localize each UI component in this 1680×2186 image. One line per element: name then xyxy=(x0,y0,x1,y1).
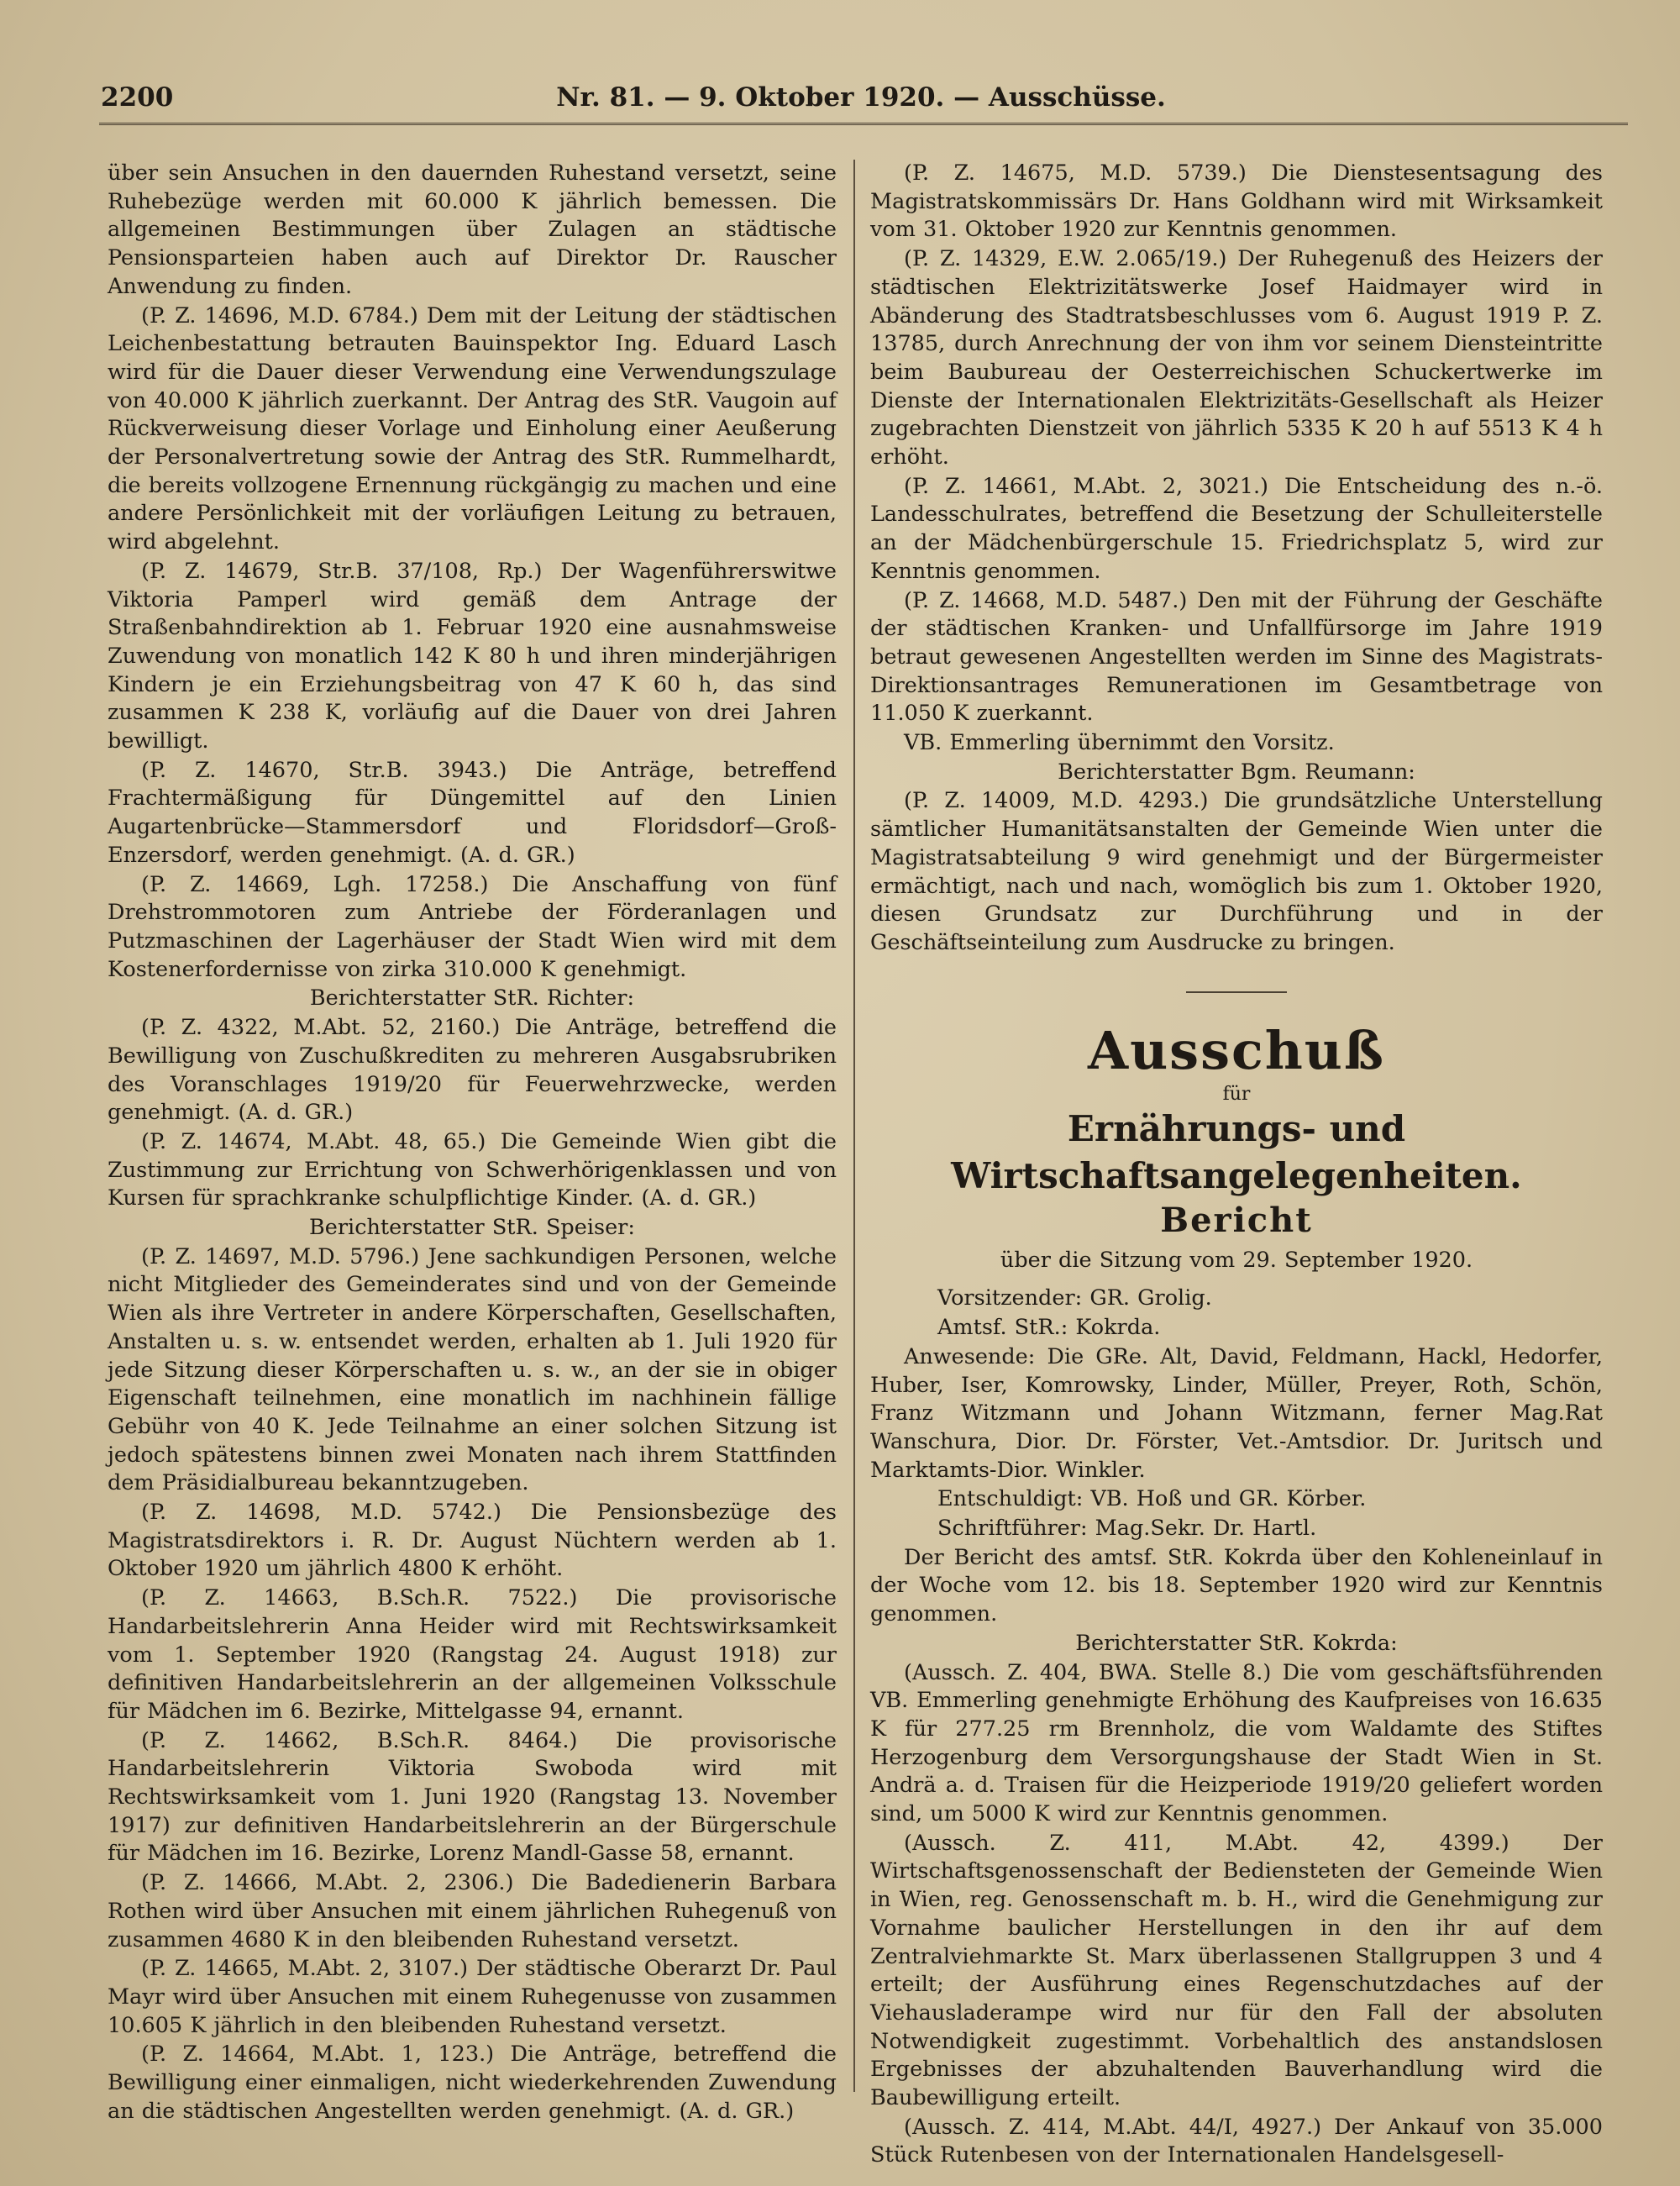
session-date: über die Sitzung vom 29. September 1920. xyxy=(1000,1247,1473,1273)
page-header-title: Nr. 81. — 9. Oktober 1920. — Ausschüsse. xyxy=(556,82,1166,113)
attendees-paragraph: Anwesende: Die GRe. Alt, David, Feldmann, Hackl, Hedorfer, Huber, Iser, Komrowsky, Linder, Müller, Preyer, Roth, Schön, Franz Witzmann und Johann Witzmann, ferner Mag.Rat Wanschura, Dior. Dr. Förster, Vet.-Amtsdior. Dr. Juritsch und Marktamts-Dior. Winkler. xyxy=(870,1343,1603,1483)
page-header xyxy=(92,77,1630,119)
rapporteur-heading: Berichterstatter StR. Speiser: xyxy=(309,1215,635,1241)
secretary-line: Schriftführer: Mag.Sekr. Dr. Hartl. xyxy=(937,1516,1317,1542)
paragraph: (P. Z. 14664, M.Abt. 1, 123.) Die Anträge, betreffend die Bewilligung einer einmaligen, nicht wiederkehrenden Zuwendung an die städtischen Angestellten werden genehmigt. (A. d. GR.) xyxy=(108,2041,837,2124)
paragraph: (P. Z. 14666, M.Abt. 2, 2306.) Die Badedienerin Barbara Rothen wird über Ansuchen mit einem jährlichen Ruhegenuß von zusammen 4680 K in den bleibenden Ruhestand versetzt. xyxy=(108,1870,837,1952)
paragraph: (Aussch. Z. 411, M.Abt. 42, 4399.) Der Wirtschaftsgenossenschaft der Bediensteten der Gemeinde Wien in Wien, reg. Genossenschaft m. b. H., wird die Genehmigung zur Vornahme baulicher Herstellungen in den ihr auf dem Zentralviehmarkte St. Marx überlassenen Stallgruppen 3 und 4 erteilt; der Ausführung eines Regenschutzdaches auf der Viehausladerampe wird nur für den Fall der absoluten Notwendigkeit zugestimmt. Vorbehaltlich des anstandslosen Ergebnisses der abzuhaltenden Bauverhandlung wird die Baubewilligung erteilt. xyxy=(870,1830,1603,2111)
rapporteur-heading: Berichterstatter Bgm. Reumann: xyxy=(1058,759,1415,785)
right-column xyxy=(870,160,1603,2168)
paragraph: (P. Z. 14665, M.Abt. 2, 3107.) Der städtische Oberarzt Dr. Paul Mayr wird über Ansuchen mit einem Ruhegenusse von zusammen 10.605 K jährlich in den bleibenden Ruhestand versetzt. xyxy=(108,1956,837,2038)
chair-note: VB. Emmerling übernimmt den Vorsitz. xyxy=(904,730,1335,756)
paragraph: (P. Z. 14009, M.D. 4293.) Die grundsätzliche Unterstellung sämtlicher Humanitätsanstalten der Gemeinde Wien unter die Magistratsabteilung 9 wird genehmigt und der Bürgermeister ermächtigt, nach und nach, womöglich bis zum 1. Oktober 1920, diesen Grundsatz zur Durchführung und in der Geschäftseinteilung zum Ausdrucke zu bringen. xyxy=(870,788,1603,955)
paragraph: (P. Z. 4322, M.Abt. 52, 2160.) Die Anträge, betreffend die Bewilligung von Zuschußkrediten zu mehreren Ausgabsrubriken des Voranschlages 1919/20 für Feuerwehrzwecke, werden genehmigt. (A. d. GR.) xyxy=(108,1015,837,1126)
column-divider xyxy=(853,160,855,2092)
paragraph: (P. Z. 14329, E.W. 2.065/19.) Der Ruhegenuß des Heizers der städtischen Elektrizitätswerke Josef Haidmayer wird in Abänderung des Stadtratsbeschlusses vom 6. August 1919 P. Z. 13785, durch Anrechnung der von ihm vor seinem Diensteintritte beim Baubureau der Oesterreichischen Schuckertwerke im Dienste der Internationalen Elektrizitäts-Gesellschaft als Heizer zugebrachten Dienstzeit von jährlich 5335 K 20 h auf 5513 K 4 h erhöht. xyxy=(870,246,1603,470)
excused-line: Entschuldigt: VB. Hoß und GR. Körber. xyxy=(937,1486,1367,1512)
report-heading: Bericht xyxy=(1160,1200,1313,1240)
paragraph: (P. Z. 14674, M.Abt. 48, 65.) Die Gemeinde Wien gibt die Zustimmung zur Errichtung von Schwerhörigenklassen und von Kursen für sprachkranke schulpflichtige Kinder. (A. d. GR.) xyxy=(108,1128,837,1211)
paragraph: (Aussch. Z. 414, M.Abt. 44/I, 4927.) Der Ankauf von 35.000 Stück Rutenbesen von der Internationalen Handelsgesell- xyxy=(870,2114,1603,2168)
paragraph: (P. Z. 14675, M.D. 5739.) Die Dienstesentsagung des Magistratskommissärs Dr. Hans Goldhann wird mit Wirksamkeit vom 31. Oktober 1920 zur Kenntnis genommen. xyxy=(870,160,1603,243)
paragraph: (P. Z. 14668, M.D. 5487.) Den mit der Führung der Geschäfte der städtischen Kranken- und Unfallfürsorge im Jahre 1919 betraut gewesenen Angestellten werden im Sinne des Magistrats-Direktionsantrages Remunerationen im Gesamtbetrage von 11.050 K zuerkannt. xyxy=(870,587,1603,727)
paragraph: (P. Z. 14679, Str.B. 37/108, Rp.) Der Wagenführerswitwe Viktoria Pamperl wird gemäß dem Antrage der Straßenbahndirektion ab 1. Februar 1920 eine ausnahmsweise Zuwendung von monatlich 142 K 80 h und ihren minderjährigen Kindern je ein Erziehungsbeitrag von 47 K 60 h, das sind zusammen K 238 K, vorläufig auf die Dauer von drei Jahren bewilligt. xyxy=(108,558,837,754)
paragraph: (P. Z. 14661, M.Abt. 2, 3021.) Die Entscheidung des n.-ö. Landesschulrates, betreffend die Besetzung der Schulleiterstelle an der Mädchenbürgerschule 15. Friedrichsplatz 5, wird zur Kenntnis genommen. xyxy=(870,473,1603,584)
paragraph: (P. Z. 14663, B.Sch.R. 7522.) Die provisorische Handarbeitslehrerin Anna Heider wird mit Rechtswirksamkeit vom 1. September 1920 (Rangstag 24. August 1918) zur definitiven Handarbeitslehrerin an der allgemeinen Volksschule für Mädchen im 6. Bezirke, Mittelgasse 94, ernannt. xyxy=(108,1585,837,1724)
paragraph: über sein Ansuchen in den dauernden Ruhestand versetzt, seine Ruhebezüge werden mit 60.000 K jährlich bemessen. Die allgemeinen Bestimmungen über Zulagen an städtische Pensionsparteien haben auch auf Direktor Dr. Rauscher Anwendung zu finden. xyxy=(108,160,837,299)
rapporteur-heading: Berichterstatter StR. Richter: xyxy=(309,985,635,1012)
committee-subtitle: Ernährungs- und Wirtschaftsangelegenheiten. xyxy=(951,1107,1522,1196)
header-rule xyxy=(99,123,1628,135)
section-separator xyxy=(1186,991,1287,993)
page-number: 2200 xyxy=(101,82,174,113)
councillor-line: Amtsf. StR.: Kokrda. xyxy=(937,1315,1161,1341)
committee-title: Ausschuß xyxy=(1087,1019,1385,1081)
paragraph: (P. Z. 14662, B.Sch.R. 8464.) Die provisorische Handarbeitslehrerin Viktoria Swoboda wird mit Rechtswirksamkeit vom 1. Juni 1920 (Rangstag 13. November 1917) zur definitiven Handarbeitslehrerin an der Bürgerschule für Mädchen im 16. Bezirke, Lorenz Mandl-Gasse 58, ernannt. xyxy=(108,1727,837,1867)
paragraph: (P. Z. 14698, M.D. 5742.) Die Pensionsbezüge des Magistratsdirektors i. R. Dr. August Nüchtern werden ab 1. Oktober 1920 um jährlich 4800 K erhöht. xyxy=(108,1500,837,1582)
left-column xyxy=(108,160,837,2124)
paragraph: Der Bericht des amtsf. StR. Kokrda über den Kohleneinlauf in der Woche vom 12. bis 18. September 1920 wird zur Kenntnis genommen. xyxy=(870,1544,1603,1627)
paragraph: (P. Z. 14696, M.D. 6784.) Dem mit der Leitung der städtischen Leichenbestattung betrauten Bauinspektor Ing. Eduard Lasch wird für die Dauer dieser Verwendung eine Verwendungszulage von 40.000 K jährlich zuerkannt. Der Antrag des StR. Vaugoin auf Rückverweisung dieser Vorlage und Einholung einer Aeußerung der Personalvertretung sowie der Antrag des StR. Rummelhardt, die bereits vollzogene Ernennung rückgängig zu machen und eine andere Persönlichkeit mit der vorläufigen Leitung zu betrauen, wird abgelehnt. xyxy=(108,302,837,555)
chairman-line: Vorsitzender: GR. Grolig. xyxy=(937,1285,1212,1311)
paragraph: (P. Z. 14670, Str.B. 3943.) Die Anträge, betreffend Frachtermäßigung für Düngemittel auf den Linien Augartenbrücke—Stammersdorf und Floridsdorf—Groß-Enzersdorf, werden genehmigt. (A. d. GR.) xyxy=(108,757,837,868)
paragraph: (P. Z. 14669, Lgh. 17258.) Die Anschaffung von fünf Drehstrommotoren zum Antriebe der Förderanlagen und Putzmaschinen der Lagerhäuser der Stadt Wien wird mit dem Kostenerfordernisse von zirka 310.000 K genehmigt. xyxy=(108,871,837,982)
paragraph: (P. Z. 14697, M.D. 5796.) Jene sachkundigen Personen, welche nicht Mitglieder des Gemeinderates sind und von der Gemeinde Wien als ihre Vertreter in andere Körperschaften, Gesellschaften, Anstalten u. s. w. entsendet werden, erhalten ab 1. Juli 1920 für jede Sitzung dieser Körperschaften u. s. w., an der sie in obiger Eigenschaft teilnehmen, eine monatlich im nachhinein fällige Gebühr von 40 K. Jede Teilnahme an einer solchen Sitzung ist jedoch spätestens binnen zwei Monaten nach ihrem Stattfinden dem Präsidialbureau bekanntzugeben. xyxy=(108,1243,837,1496)
committee-fuer: für xyxy=(1222,1083,1251,1105)
rapporteur-heading: Berichterstatter StR. Kokrda: xyxy=(1075,1630,1398,1656)
paragraph: (Aussch. Z. 404, BWA. Stelle 8.) Die vom geschäftsführenden VB. Emmerling genehmigte Erhöhung des Kaufpreises von 16.635 K für 277.25 rm Brennholz, die vom Waldamte des Stiftes Herzogenburg dem Versorgungshause der Stadt Wien in St. Andrä a. d. Traisen für die Heizperiode 1919/20 geliefert worden sind, um 5000 K wird zur Kenntnis genommen. xyxy=(870,1659,1603,1827)
